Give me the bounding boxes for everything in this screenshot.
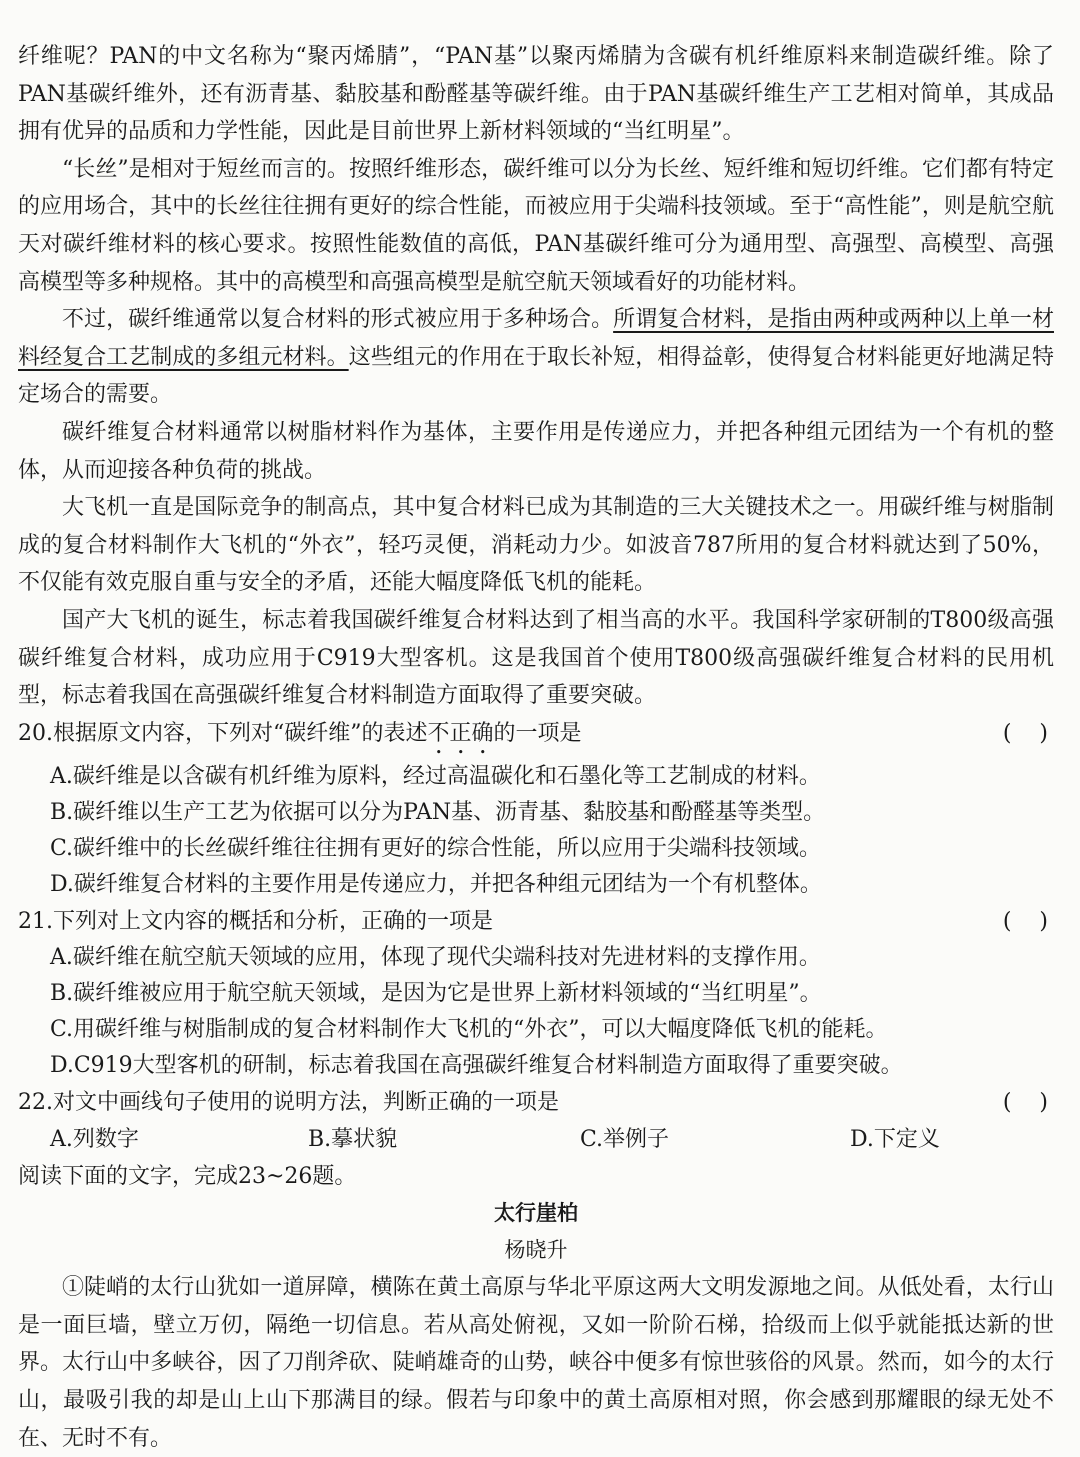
question-20-stem	[18, 715, 1054, 759]
option-b[interactable]: B.摹状貌	[308, 1126, 398, 1152]
option-c[interactable]: C.举例子	[580, 1126, 670, 1152]
stem-text: 的一项是	[493, 720, 582, 746]
answer-blank[interactable]: ( )	[1002, 1089, 1048, 1115]
passage-paragraph: ①陡峭的太行山犹如一道屏障，横陈在黄土高原与华北平原这两大文明发源地之间。从低处看，太行山是一面巨墙，壁立万仞，隔绝一切信息。若从高处俯视，又如一阶阶石梯，拾级而上似乎就能抵达新的世界。太行山中多峡谷，因了刀削斧砍、陡峭雄奇的山势，峡谷中便多有惊世骇俗的风景。然而，如今的太行山，最吸引我的却是山上山下那满目的绿。假若与印象中的黄土高原相对照，你会感到那耀眼的绿无处不在、无时不有。	[18, 1275, 1054, 1451]
question-text	[18, 715, 582, 759]
answer-blank[interactable]: ( )	[1002, 908, 1048, 934]
option-b[interactable]: B.碳纤维以生产工艺为依据可以分为PAN基、沥青基、黏胶基和酚醛基等类型。	[50, 799, 826, 825]
option-c[interactable]: C.碳纤维中的长丝碳纤维往往拥有更好的综合性能，所以应用于尖端科技领域。	[50, 835, 822, 861]
question-21-stem	[18, 903, 1054, 940]
question-22-stem	[18, 1084, 1054, 1121]
option-d[interactable]: D.碳纤维复合材料的主要作用是传递应力，并把各种组元团结为一个有机整体。	[50, 871, 822, 897]
passage-paragraph: 碳纤维复合材料通常以树脂材料作为基体，主要作用是传递应力，并把各种组元团结为一个有机的整体，从而迎接各种负荷的挑战。	[18, 419, 1054, 483]
option-a[interactable]: A.列数字	[50, 1126, 139, 1152]
passage-paragraph: 大飞机一直是国际竞争的制高点，其中复合材料已成为其制造的三大关键技术之一。用碳纤维与树脂制成的复合材料制作大飞机的“外衣”，轻巧灵便，消耗动力少。如波音787所用的复合材料就达到了50%，不仅能有效克服自重与安全的矛盾，还能大幅度降低飞机的能耗。	[18, 495, 1054, 596]
question-text: 21.下列对上文内容的概括和分析，正确的一项是	[18, 908, 493, 934]
option-a[interactable]: A.碳纤维在航空航天领域的应用，体现了现代尖端科技对先进材料的支撑作用。	[50, 944, 821, 970]
question-text: 22.对文中画线句子使用的说明方法，判断正确的一项是	[18, 1089, 559, 1115]
passage-paragraph: 纤维呢？PAN的中文名称为“聚丙烯腈”，“PAN基”以聚丙烯腈为含碳有机纤维原料来制造碳纤维。除了PAN基碳纤维外，还有沥青基、黏胶基和酚醛基等碳纤维。由于PAN基碳纤维生产工艺相对简单，其成品拥有优异的品质和力学性能，因此是目前世界上新材料领域的“当红明星”。	[18, 44, 1054, 145]
answer-blank[interactable]: ( )	[1002, 720, 1048, 746]
passage-author: 杨晓升	[504, 1238, 568, 1263]
passage-paragraph: “长丝”是相对于短丝而言的。按照纤维形态，碳纤维可以分为长丝、短纤维和短切纤维。它们都有特定的应用场合，其中的长丝往往拥有更好的综合性能，而被应用于尖端科技领域。至于“高性能”，则是航空航天对碳纤维材料的核心要求。按照性能数值的高低，PAN基碳纤维可分为通用型、高强型、高模型、高强高模型等多种规格。其中的高模型和高强高模型是航空航天领域看好的功能材料。	[18, 156, 1054, 295]
option-b[interactable]: B.碳纤维被应用于航空航天领域，是因为它是世界上新材料领域的“当红明星”。	[50, 980, 822, 1006]
paragraph-text: 这些组元的作用在于取长补短，相得益彰，使得复合材料能更好地满足特定场合的需要。	[18, 344, 1054, 408]
option-a[interactable]: A.碳纤维是以含碳有机纤维为原料，经过高温碳化和石墨化等工艺制成的材料。	[50, 763, 821, 789]
underlined-sentence: 所谓复合材料，是指由两种或两种以上单一材料经复合工艺制成的多组元材料。	[18, 307, 1054, 370]
option-d[interactable]: D.下定义	[850, 1126, 940, 1152]
passage-title: 太行崖柏	[494, 1201, 578, 1226]
passage-paragraph	[18, 301, 1054, 414]
option-c[interactable]: C.用碳纤维与树脂制成的复合材料制作大飞机的“外衣”，可以大幅度降低飞机的能耗。	[50, 1016, 888, 1042]
question-22-options	[50, 1121, 1054, 1158]
emphasized-text: 不正确	[427, 720, 494, 746]
reading-instruction: 阅读下面的文字，完成23~26题。	[18, 1163, 357, 1189]
paragraph-text: 不过，碳纤维通常以复合材料的形式被应用于多种场合。	[62, 307, 614, 333]
option-d[interactable]: D.C919大型客机的研制，标志着我国在高强碳纤维复合材料制造方面取得了重要突破。	[50, 1052, 903, 1078]
stem-text: 20.根据原文内容，下列对“碳纤维”的表述	[18, 720, 428, 746]
passage-paragraph: 国产大飞机的诞生，标志着我国碳纤维复合材料达到了相当高的水平。我国科学家研制的T800级高强碳纤维复合材料，成功应用于C919大型客机。这是我国首个使用T800级高强碳纤维复合材料的民用机型，标志着我国在高强碳纤维复合材料制造方面取得了重要突破。	[18, 607, 1054, 709]
